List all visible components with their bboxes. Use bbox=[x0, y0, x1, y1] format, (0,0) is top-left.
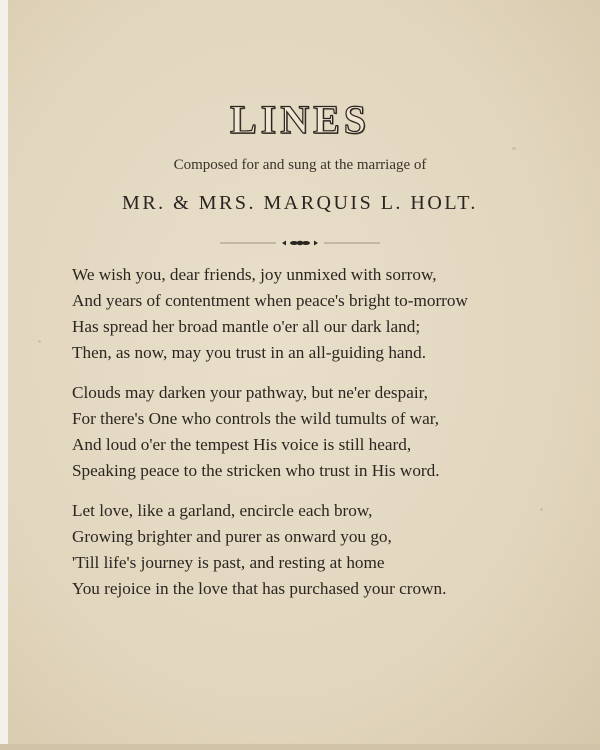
poem-line: And loud o'er the tempest His voice is still heard, bbox=[72, 435, 412, 454]
page-bottom-edge bbox=[0, 744, 600, 750]
divider-arrow-left bbox=[282, 241, 286, 246]
page-title: LINES bbox=[229, 97, 371, 142]
divider-dot bbox=[302, 241, 310, 245]
poem-line: 'Till life's journey is past, and resting at home bbox=[72, 553, 385, 572]
paper-foxing-spot bbox=[38, 340, 41, 343]
stanza-1 bbox=[72, 262, 572, 366]
poem-line: Let love, like a garland, encircle each brow, bbox=[72, 501, 373, 520]
poem-body bbox=[72, 262, 572, 616]
poem-line: Clouds may darken your pathway, but ne'er despair, bbox=[72, 383, 428, 402]
paper-foxing-spot bbox=[512, 147, 516, 150]
poem-line: Speaking peace to the stricken who trust in His word. bbox=[72, 461, 440, 480]
couple-names: MR. & MRS. MARQUIS L. HOLT. bbox=[122, 192, 478, 214]
poem-line: We wish you, dear friends, joy unmixed with sorrow, bbox=[72, 265, 437, 284]
stanza-3 bbox=[72, 498, 572, 602]
ornamental-divider bbox=[220, 236, 380, 250]
stanza-2 bbox=[72, 380, 572, 484]
divider-arrow-right bbox=[314, 241, 318, 246]
poem-line: Has spread her broad mantle o'er all our dark land; bbox=[72, 317, 421, 336]
subtitle: Composed for and sung at the marriage of bbox=[173, 157, 427, 173]
poem-line: You rejoice in the love that has purchased your crown. bbox=[72, 579, 447, 598]
poem-line: Then, as now, may you trust in an all-guiding hand. bbox=[72, 343, 427, 362]
poem-line: Growing brighter and purer as onward you go, bbox=[72, 527, 392, 546]
poem-line: For there's One who controls the wild tumults of war, bbox=[72, 409, 440, 428]
poem-line: And years of contentment when peace's bright to-morrow bbox=[72, 291, 468, 310]
